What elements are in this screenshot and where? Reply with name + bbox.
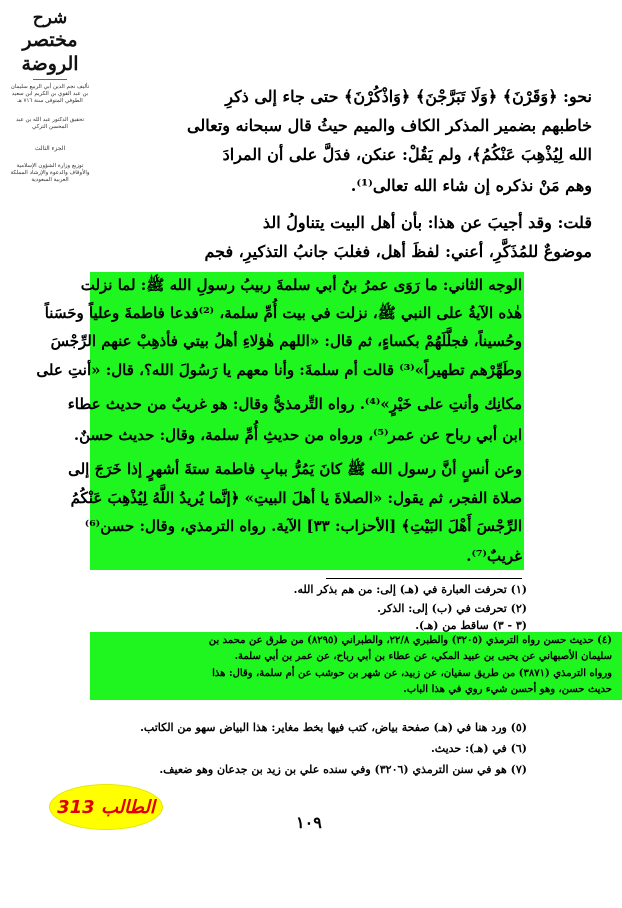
- highlight-line: هٰذه الآيةُ على النبي ﷺ، نزلت في بيت أُمِّ سلمة، ⁽²⁾فدعا فاطمةَ وعلياً وحَسَناً: [44, 304, 522, 322]
- cover-title-line1: شرح: [32, 8, 68, 28]
- body-line: موضوعٌ للمُذَكَّرِ، أعني: لفظَ أهل، فغلبَ جانبُ التذكيرِ، فجم: [204, 242, 592, 261]
- body-line: قلت: وقد أجيبَ عن هذا: بأن أهل البيت يتناولُ الذ: [262, 213, 592, 232]
- highlight-line: الرِّجْسَ أَهْلَ البَيْتِ﴾ [الأحزاب: ٣٣] الآية. رواه الترمذي، وقال: حسن⁽⁶⁾: [84, 517, 522, 535]
- footnote-highlight-line: ورواه الترمذي (٣٨٧١) من طريق سفيان، عن زبيد، عن شهر بن حوشب عن أم سلمة، وقال: هذا: [212, 668, 612, 679]
- highlight-line: مكانِك وأنتِ على خَيْرٍ»⁽⁴⁾. رواه التِّرمذيُّ وقال: هو غريبٌ من حديث عطاء: [67, 395, 522, 413]
- cover-volume: الجزء الثالث: [34, 145, 66, 152]
- cover-publisher: توزيع وزارة الشؤون الإسلامية والأوقاف والدعوة والإرشاد المملكة العربية السعودية: [10, 163, 90, 183]
- student-badge-label: الطالب 313: [57, 796, 155, 818]
- highlight-line: صلاة الفجر، ثم يقول: «الصلاةَ يا أهلَ البيتِ» ﴿إنَّما يُريدُ اللَّهُ لِيُذْهِبَ عَنْكُمُ: [70, 489, 522, 507]
- footnote-separator: [326, 578, 522, 579]
- page-number: ١٠٩: [296, 813, 322, 832]
- footnote-highlight-line: حديث حسن، وهو أحسن شيء روي في هذا الباب.: [403, 684, 612, 695]
- highlight-line: الوجه الثاني: ما رَوَى عمرُ بنُ أبي سلمةَ ربيبُ رسولِ الله ﷺ: لما نزلت: [80, 276, 522, 294]
- student-badge: [50, 785, 162, 829]
- body-line: وهم مَنْ نذكره إن شاء الله تعالى⁽¹⁾.: [350, 176, 592, 195]
- cover-title-line2: مختصر الروضة: [21, 29, 79, 75]
- body-line: الله لِيُذْهِبَ عَنْكُمُ﴾، ولم يَقُلْ: عنكن، فدَلَّ على أن المرادَ: [222, 145, 592, 164]
- highlight-line: ابن أبي رباح عن عمر⁽⁵⁾، ورواه من حديثِ أُمِّ سلمة، وقال: حديث حسنٌ.: [73, 426, 522, 444]
- highlight-line: وعن أنسٍ أنَّ رسول الله ﷺ كانَ يَمُرُّ ببابِ فاطمة ستةَ أشهرٍ إذا خَرَجَ إلى: [68, 460, 522, 478]
- cover-editor: تحقيق الدكتور عبد الله بن عبد المحسن التركي: [15, 117, 85, 130]
- footnote: (١) تحرفت العبارة في (هـ) إلى: من هم بذكر الله.: [293, 583, 527, 596]
- footnote-highlight-line: سليمان الأصبهاني عن يحيى بن عبيد المكي، عن عطاء بن أبي رباح، عن عمر بن أبي سلمة.: [234, 651, 612, 662]
- footnote: (٦) في (هـ): حديث.: [430, 742, 527, 755]
- highlight-line: وحُسيناً، فجلَّلَهُمْ بكساءٍ، ثم قال: «اللهم هٰؤلاءِ أهلُ بيتي فأذهِبْ عنهم الرِّجْسَ: [50, 332, 522, 350]
- footnote: (٢) تحرفت في (ب) إلى: الذكر.: [377, 602, 527, 615]
- highlight-line: وطَهِّرْهم تطهيراً»⁽³⁾ قالت أم سلمةَ: وأنا معهم يا رَسُولَ الله؟، قال: «أنتِ على: [36, 361, 522, 379]
- footnote: (٥) ورد هنا في (هـ) صفحة بياض، كتب فيها بخط مغاير: هذا البياض سهو من الكاتب.: [140, 721, 527, 734]
- footnote: (٧) هو في سنن الترمذي (٣٢٠٦) وفي سنده علي بن زيد بن جدعان وهو ضعيف.: [159, 763, 527, 776]
- cover-author: تأليف نجم الدين أبي الربيع سليمان بن عبد القوي بن الكريم ابن سعيد الطوفي المتوفى سنة ٧١٦ هـ: [10, 84, 90, 104]
- footnote: (٣ - ٣) ساقط من (هـ).: [415, 619, 527, 632]
- book-cover-logo: [10, 8, 90, 258]
- body-line: نحو: ﴿وَقَرْنَ﴾ ﴿وَلَا تَبَرَّجْنَ﴾ ﴿وَاذْكُرْنَ﴾ حتى جاء إلى ذكرِ: [225, 87, 592, 106]
- body-line: خاطبهم بضمير المذكر الكاف والميم حيثُ قال سبحانه وتعالى: [187, 116, 592, 135]
- cover-divider: [33, 79, 67, 80]
- footnote-highlight-line: (٤) حديث حسن رواه الترمذي (٣٢٠٥) والطبري ٢٢/٨، والطبراني (٨٢٩٥) من طرق عن محمد بن: [208, 635, 612, 646]
- highlight-line: غريبٌ⁽⁷⁾.: [466, 547, 522, 565]
